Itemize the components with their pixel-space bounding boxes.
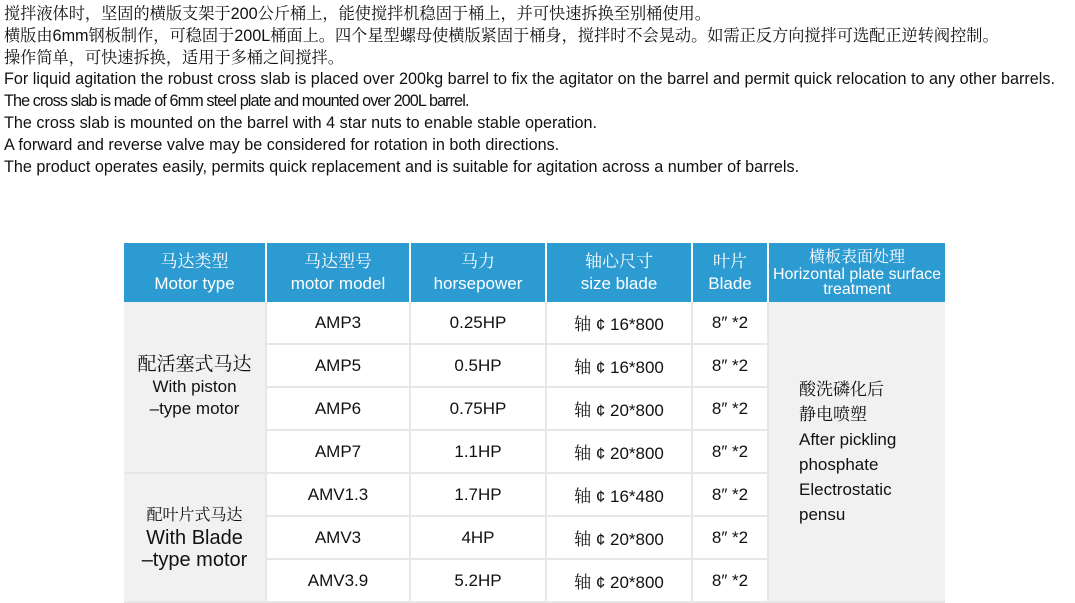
treatment-en-2: phosphate (799, 454, 879, 474)
cell-model: AMP3 (266, 302, 410, 344)
header-motor-type (124, 243, 266, 302)
group-cn: 配活塞式马达 (137, 354, 252, 375)
header-cn: 轴心尺寸 (585, 251, 653, 271)
cell-size: 轴 ¢ 16*800 (546, 344, 692, 387)
cell-size: 轴 ¢ 16*480 (546, 473, 692, 516)
cell-model: AMV3 (266, 516, 410, 559)
header-en: size blade (580, 273, 658, 293)
header-cn: 马达型号 (304, 251, 372, 271)
cell-size: 轴 ¢ 16*800 (546, 302, 692, 344)
cell-model: AMP7 (266, 430, 410, 473)
cell-blade: 8″ *2 (692, 430, 768, 473)
header-en: motor model (290, 273, 386, 293)
header-en: Blade (708, 273, 752, 293)
spec-table (124, 243, 945, 603)
treatment-en-4: pensu (799, 504, 846, 524)
cell-horsepower: 1.7HP (410, 473, 546, 516)
header-en: horsepower (433, 273, 523, 293)
cell-horsepower: 5.2HP (410, 559, 546, 602)
cell-horsepower: 4HP (410, 516, 546, 559)
treatment-en-3: Electrostatic (799, 479, 892, 499)
cell-size: 轴 ¢ 20*800 (546, 559, 692, 602)
header-cn: 叶片 (713, 251, 747, 271)
group-cn: 配叶片式马达 (146, 506, 243, 524)
group-en-2: –type motor (141, 548, 248, 571)
cell-blade: 8″ *2 (692, 473, 768, 516)
intro-line-en-4: A forward and reverse valve may be considered for rotation in both directions. (4, 135, 560, 154)
cell-horsepower: 0.75HP (410, 387, 546, 430)
cell-horsepower: 1.1HP (410, 430, 546, 473)
cell-horsepower: 0.5HP (410, 344, 546, 387)
cell-blade: 8″ *2 (692, 302, 768, 344)
intro-line-en-5: The product operates easily, permits quick replacement and is suitable for agitation across a number of barrels. (4, 157, 800, 176)
treatment-en-1: After pickling (799, 429, 897, 449)
cell-blade: 8″ *2 (692, 559, 768, 602)
intro-line-cn-1: 搅拌液体时，坚固的横版支架于200公斤桶上，能使搅拌机稳固于桶上，并可快速拆换至别桶使用。 (4, 5, 711, 23)
table-row (124, 302, 945, 344)
cell-model: AMP6 (266, 387, 410, 430)
header-cn: 马达类型 (160, 251, 229, 271)
group-piston-motor (124, 302, 266, 473)
cell-horsepower: 0.25HP (410, 302, 546, 344)
header-en: Horizontal plate surface treatment (772, 265, 942, 298)
group-en-1: With Blade (146, 526, 243, 549)
cell-size: 轴 ¢ 20*800 (546, 387, 692, 430)
cell-size: 轴 ¢ 20*800 (546, 430, 692, 473)
header-surface-treatment (768, 243, 945, 302)
surface-treatment-cell (768, 302, 945, 602)
group-en-2: –type motor (149, 399, 240, 418)
intro-line-cn-3: 操作简单，可快速拆换，适用于多桶之间搅拌。 (4, 48, 344, 67)
treatment-cn-1: 酸洗磷化后 (799, 379, 884, 399)
intro-line-cn-2: 横版由6mm钢板制作，可稳固于200L桶面上。四个星型螺母使横版紧固于桶身，搅拌时不会晃动。如需正反方向搅拌可选配正逆转阀控制。 (4, 26, 999, 45)
cell-blade: 8″ *2 (692, 387, 768, 430)
intro-line-en-2: The cross slab is made of 6mm steel plate and mounted over 200L barrel. (4, 92, 469, 111)
header-size-blade (546, 243, 692, 302)
cell-size: 轴 ¢ 20*800 (546, 516, 692, 559)
header-cn: 马力 (461, 251, 495, 271)
intro-line-en-3: The cross slab is mounted on the barrel with 4 star nuts to enable stable operation. (4, 113, 597, 132)
header-motor-model (266, 243, 410, 302)
group-en-1: With piston (152, 377, 237, 396)
header-cn: 横板表面处理 (808, 248, 905, 266)
cell-model: AMP5 (266, 344, 410, 387)
cell-blade: 8″ *2 (692, 516, 768, 559)
group-blade-motor (124, 473, 266, 602)
cell-model: AMV3.9 (266, 559, 410, 602)
header-en: Motor type (154, 273, 235, 293)
treatment-cn-2: 静电喷塑 (799, 404, 867, 424)
header-horsepower (410, 243, 546, 302)
cell-model: AMV1.3 (266, 473, 410, 516)
intro-line-en-1: For liquid agitation the robust cross slab is placed over 200kg barrel to fix the agitator on the barrel and permit quick relocation to any other barrels. (4, 70, 1055, 89)
intro-text (4, 4, 1072, 178)
header-blade (692, 243, 768, 302)
table-header-row (124, 243, 945, 302)
cell-blade: 8″ *2 (692, 344, 768, 387)
